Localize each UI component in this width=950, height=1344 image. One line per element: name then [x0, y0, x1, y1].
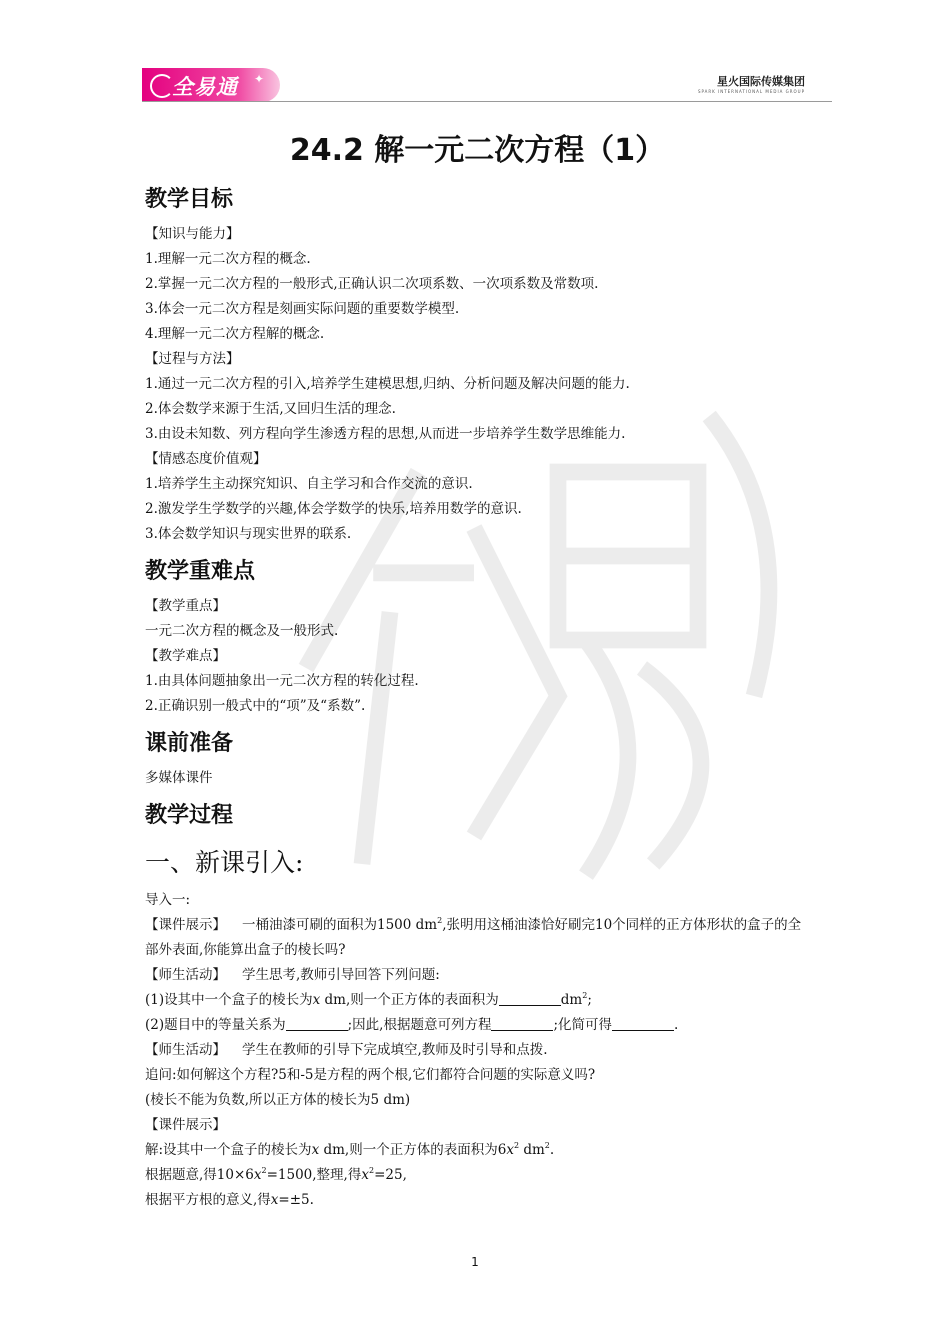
question-2: (2)题目中的等量关系为 ;因此,根据题意可列方程 ;化简可得 .	[145, 1017, 679, 1033]
fill-blank[interactable]	[491, 1016, 553, 1031]
section-heading-process: 教学过程	[145, 803, 234, 828]
logo-text: 全易通	[172, 75, 238, 99]
page-header	[0, 0, 950, 105]
fill-blank[interactable]	[612, 1016, 674, 1031]
process-item: 3.由设未知数、列方程向学生渗透方程的思想,从而进一步培养学生数学思维能力.	[145, 426, 626, 442]
knowledge-item: 4.理解一元二次方程解的概念.	[145, 326, 325, 342]
company-mark	[698, 73, 805, 94]
difficulty-item: 2.正确识别一般式中的“项”及“系数”.	[145, 698, 366, 714]
logo-swirl-icon	[150, 74, 174, 98]
subheading-knowledge: 【知识与能力】	[145, 226, 240, 242]
courseware-show-paragraph: 【课件展示】 一桶油漆可刷的面积为1500 $dm^2$,张明用这桶油漆恰好刷完10个同样的正方体形状的盒子的全部外表面,你能算出盒子的棱长吗?	[145, 916, 802, 958]
brand-logo	[142, 68, 280, 102]
subheading-difficulty: 【教学难点】	[145, 648, 226, 664]
follow-up-question: 追问:如何解这个方程?5和-5是方程的两个根,它们都符合问题的实际意义吗?	[145, 1067, 596, 1083]
subheading-process: 【过程与方法】	[145, 351, 240, 367]
document-body	[145, 128, 810, 1213]
emotion-item: 3.体会数学知识与现实世界的联系.	[145, 526, 352, 542]
section-heading-prep: 课前准备	[145, 731, 234, 756]
process-item: 1.通过一元二次方程的引入,培养学生建模思想,归纳、分析问题及解决问题的能力.	[145, 376, 630, 392]
solution-line-3: 根据平方根的意义,得x=±5.	[145, 1192, 314, 1208]
document-title: 24.2 解一元二次方程（1）	[289, 133, 666, 168]
company-name-en: SPARK INTERNATIONAL MEDIA GROUP	[697, 89, 805, 94]
sparkle-icon: ✦	[254, 72, 265, 86]
section-heading-goals: 教学目标	[145, 187, 234, 212]
label-courseware-2: 【课件展示】	[145, 1117, 226, 1133]
answer-note: (棱长不能为负数,所以正方体的棱长为5 dm)	[145, 1092, 411, 1108]
solution-line-2: 根据题意,得$10\times 6x^2=1500$,整理,得$x^2=25$,	[145, 1166, 407, 1183]
page-number: 1	[471, 1255, 479, 1269]
subheading-emotion: 【情感态度价值观】	[145, 451, 267, 467]
difficulty-item: 1.由具体问题抽象出一元二次方程的转化过程.	[145, 673, 419, 689]
intro-label: 导入一:	[145, 892, 191, 908]
activity-paragraph-2: 【师生活动】 学生在教师的引导下完成填空,教师及时引导和点拨.	[145, 1042, 548, 1058]
section-heading-key: 教学重难点	[145, 559, 256, 584]
label-activity: 【师生活动】	[145, 967, 226, 983]
emotion-item: 1.培养学生主动探究知识、自主学习和合作交流的意识.	[145, 476, 473, 492]
solution-line-1: 解:设其中一个盒子的棱长为x dm,则一个正方体的表面积为$6x^2$ $dm^2$.	[145, 1141, 555, 1158]
process-item: 2.体会数学来源于生活,又回归生活的理念.	[145, 401, 396, 417]
subheading-focus: 【教学重点】	[145, 598, 226, 614]
knowledge-item: 2.掌握一元二次方程的一般形式,正确认识二次项系数、一次项系数及常数项.	[145, 276, 599, 292]
focus-text: 一元二次方程的概念及一般形式.	[145, 623, 339, 639]
activity-paragraph: 【师生活动】 学生思考,教师引导回答下列问题:	[145, 967, 440, 983]
label-activity: 【师生活动】	[145, 1042, 226, 1058]
company-name-cn: 星火国际传媒集团	[717, 75, 805, 88]
prep-text: 多媒体课件	[145, 770, 213, 786]
knowledge-item: 3.体会一元二次方程是刻画实际问题的重要数学模型.	[145, 301, 460, 317]
label-courseware: 【课件展示】	[145, 917, 226, 933]
part-heading-intro: 一、新课引入:	[145, 848, 304, 877]
emotion-item: 2.激发学生学数学的兴趣,体会学数学的快乐,培养用数学的意识.	[145, 501, 522, 517]
question-1: (1)设其中一个盒子的棱长为x dm,则一个正方体的表面积为 $dm^2$;	[145, 991, 592, 1008]
knowledge-item: 1.理解一元二次方程的概念.	[145, 251, 311, 267]
fill-blank[interactable]	[286, 1016, 348, 1031]
header-divider	[142, 101, 832, 102]
fill-blank[interactable]	[499, 991, 561, 1006]
